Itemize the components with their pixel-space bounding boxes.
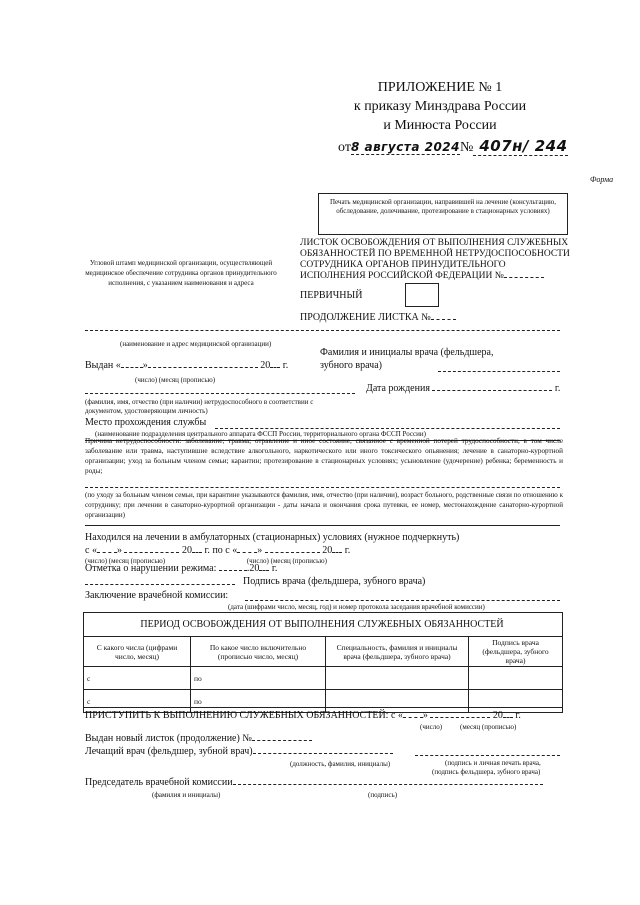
period-cell-to[interactable]: по xyxy=(191,667,326,690)
stamp-box-text: Печать медицинской организации, направившей на лечение (консультацию, обследование, долечивание, протезирование в стационарных условиях) xyxy=(329,198,557,215)
org-line xyxy=(85,330,560,331)
period-header-doctor: Специальность, фамилия и инициалы врача (фельдшера, зубного врача) xyxy=(326,637,469,667)
chairman-label: Председатель врачебной комиссии xyxy=(85,777,233,788)
document-title xyxy=(300,238,570,282)
regime-label: Отметка о нарушении режима: xyxy=(85,563,217,574)
primary-label: ПЕРВИЧНЫЙ xyxy=(300,290,363,301)
issued-year: 20 xyxy=(260,360,271,371)
service-place-caption: (наименование подразделения центрального аппарата ФССП России, территориального органа ФССП России) xyxy=(95,430,426,438)
regime-suffix: г. xyxy=(271,563,278,574)
care-line xyxy=(85,525,560,526)
issued-caption: (число) (месяц (прописью) xyxy=(135,376,216,384)
issued-line xyxy=(85,360,288,371)
issued-label: Выдан « xyxy=(85,360,121,371)
order-number: 407н/ 244 xyxy=(473,137,567,156)
service-place-line xyxy=(215,428,560,429)
primary-checkbox[interactable] xyxy=(405,283,439,307)
period-cell-signature[interactable] xyxy=(469,667,563,690)
commission-caption: (дата (шифрами число, месяц, год) и номер протокола заседания врачебной комиссии) xyxy=(228,603,485,611)
stamp-box xyxy=(318,193,568,235)
appendix-title: ПРИЛОЖЕНИЕ № 1 xyxy=(377,80,503,95)
birth-suffix: г. xyxy=(554,383,561,394)
appendix-line3: и Минюста России xyxy=(383,118,497,133)
attending-sign-line xyxy=(415,755,560,756)
birth-line xyxy=(366,383,560,394)
resume-label: ПРИСТУПИТЬ К ВЫПОЛНЕНИЮ СЛУЖЕБНЫХ ОБЯЗАННОСТЕЙ: с « xyxy=(85,710,403,721)
order-date: 8 августа 2024 xyxy=(350,140,460,154)
period-header-to: По какое число включительно (прописью число, месяц) xyxy=(191,637,326,667)
resume-year: 20 xyxy=(492,710,503,721)
treatment-from: с « xyxy=(85,545,97,556)
period-cell-from[interactable]: с xyxy=(84,690,191,713)
treatment-label: Находился на лечении в амбулаторных (стационарных) условиях (нужное подчеркнуть) xyxy=(85,532,460,543)
doctor-name-label: Фамилия и инициалы врача (фельдшера, зубного врача) xyxy=(320,347,494,371)
attending-line xyxy=(85,746,393,757)
fio-caption: (фамилия, имя, отчество (при наличии) нетрудоспособного в соответствии с документом, удостоверяющим личность) xyxy=(85,398,314,415)
period-cell-doctor[interactable] xyxy=(326,667,469,690)
new-sheet-line xyxy=(85,733,312,744)
corner-stamp-text: Угловой штамп медицинской организации, осуществляющей медицинское обеспечение сотрудника органов принудительного исполнения, с указанием наименования и адреса xyxy=(85,259,277,287)
commission-label: Заключение врачебной комиссии: xyxy=(85,590,229,601)
treatment-caption-2: (число) (месяц (прописью) xyxy=(246,557,327,565)
period-header-signature: Подпись врача (фельдшера, зубного врача) xyxy=(469,637,563,667)
table-row xyxy=(84,667,563,690)
treatment-to: по с « xyxy=(212,545,238,556)
order-date-line xyxy=(338,137,568,156)
appendix-line2: к приказу Минздрава России xyxy=(353,99,527,114)
fio-line xyxy=(85,393,355,394)
resume-caption-1: (число) xyxy=(420,723,443,731)
regime-line2 xyxy=(85,584,235,585)
attending-caption: (должность, фамилия, инициалы) xyxy=(290,760,391,768)
care-caption: (по уходу за больным членом семьи, при карантине указываются фамилия, имя, отчество (при наличии), возраст больного, родственные связи по отношению к сотруднику; при лечении в санаторно-курортной организации - даты начала и окончания срока путевки, ее номер, местонахождение санаторно-курортной организации) xyxy=(85,491,563,519)
resume-suffix: г. xyxy=(515,710,521,721)
cause-text: Причина нетрудоспособности: заболевание; травма; отравление и иное состояние, связанное с временной потерей трудоспособности, в том числе заболевание или травма, наступившие вследствие алкогольного, наркотического или иного токсического опьянения; лечение в санаторно-курортной организации; уход за больным членом семьи; карантин; протезирование в стационарных условиях; усыновление (удочерение) ребенка; беременность и роды; xyxy=(85,437,563,475)
date-prefix: от xyxy=(338,140,351,155)
period-table xyxy=(83,636,563,713)
treatment-dates: с « » 20 г. по с « » 20 г. xyxy=(85,545,351,556)
birth-label: Дата рождения xyxy=(366,383,430,394)
period-cell-from[interactable]: с xyxy=(84,667,191,690)
treatment-caption-1: (число) (месяц (прописью) xyxy=(85,557,166,565)
form-label: Форма xyxy=(590,175,614,184)
period-header-from: С какого числа (цифрами число, месяц) xyxy=(84,637,191,667)
resume-line: ПРИСТУПИТЬ К ВЫПОЛНЕНИЮ СЛУЖЕБНЫХ ОБЯЗАННОСТЕЙ: с « » 20 г. xyxy=(85,710,521,721)
chairman-caption-1: (фамилия и инициалы) xyxy=(152,791,221,799)
attending-sign-caption-1: (подпись и личная печать врача, xyxy=(445,759,541,767)
chairman-line xyxy=(85,777,543,788)
issued-mid: » xyxy=(142,360,148,371)
signature-label: Подпись врача (фельдшера, зубного врача) xyxy=(243,576,426,587)
continuation-label xyxy=(300,312,456,323)
period-table-title: ПЕРИОД ОСВОБОЖДЕНИЯ ОТ ВЫПОЛНЕНИЯ СЛУЖЕБНЫХ ОБЯЗАННОСТЕЙ xyxy=(140,619,504,630)
service-place-label: Место прохождения службы xyxy=(85,417,207,428)
regime-line xyxy=(85,563,277,574)
regime-year: .20 xyxy=(246,563,260,574)
continuation-label-text: ПРОДОЛЖЕНИЕ ЛИСТКА № xyxy=(300,312,431,323)
org-caption: (наименование и адрес медицинской организации) xyxy=(120,340,272,348)
chairman-caption-2: (подпись) xyxy=(368,791,398,799)
attending-sign-caption-2: (подпись фельдшера, зубного врача) xyxy=(432,768,541,776)
document-title-text: ЛИСТОК ОСВОБОЖДЕНИЯ ОТ ВЫПОЛНЕНИЯ СЛУЖЕБНЫХ ОБЯЗАННОСТЕЙ ПО ВРЕМЕННОЙ НЕТРУДОСПОСОБНОСТИ СОТРУДНИКА ОРГАНОВ ПРИНУДИТЕЛЬНОГО ИСПОЛНЕНИЯ РОССИЙСКОЙ ФЕДЕРАЦИИ № xyxy=(300,238,570,281)
resume-caption-2: (месяц (прописью) xyxy=(460,723,517,731)
number-prefix: № xyxy=(460,140,474,155)
commission-line xyxy=(245,600,560,601)
new-sheet-label: Выдан новый листок (продолжение) № xyxy=(85,733,252,744)
doctor-name-line xyxy=(438,371,560,372)
attending-label: Лечащий врач (фельдшер, зубной врач) xyxy=(85,746,253,757)
period-cell-to[interactable]: по xyxy=(191,690,326,713)
cause-line xyxy=(85,487,560,488)
issued-suffix: г. xyxy=(282,360,289,371)
